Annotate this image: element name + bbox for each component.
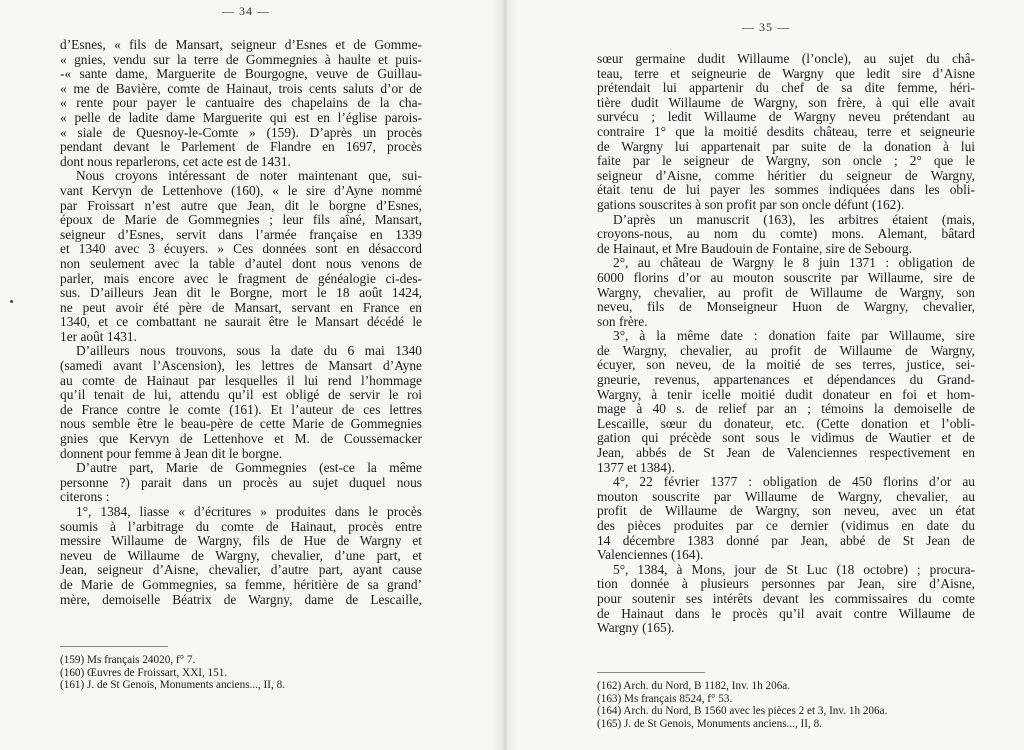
text-line: de Hainaut dans le procès qu’il avait contre Willaume de bbox=[597, 605, 975, 621]
text-line: 6000 florins d’or au mouton souscrite par Willaume, sire de bbox=[597, 269, 975, 285]
text-line: tion donnée à plusieurs personnes par Jean, sire d’Aisne, bbox=[597, 576, 975, 592]
text-line: citerons : bbox=[60, 489, 110, 505]
page-number: — 34 — bbox=[222, 4, 270, 18]
text-line: gneurie, revenus, appartenances et dépendances du Grand- bbox=[597, 372, 975, 388]
text-line: dont nous reparlerons, cet acte est de 1431. bbox=[60, 153, 291, 169]
text-line: -« sante dame, Marguerite de Bourgogne, veuve de Guillau- bbox=[60, 66, 422, 82]
text-line: profit de Willaume de Wargny, son neveu, avec un état bbox=[597, 503, 975, 519]
text-line: de Wargny, chevalier, au profit de Willaume de Wargny, bbox=[597, 342, 975, 358]
footnote: (160) Œuvres de Froissart, XXI, 151. bbox=[60, 666, 228, 679]
text-line: « gnies, vendu sur la terre de Gommegnies à haulte et puis- bbox=[60, 51, 422, 67]
footnotes bbox=[60, 654, 420, 692]
text-line: de Wargny lui appartenait par suite de la donation à lui bbox=[597, 138, 975, 154]
text-line: et 1340 avec 3 écuyers. » Ces données sont en désaccord bbox=[60, 241, 422, 257]
text-line: D’autre part, Marie de Gommegnies (est-ce la même bbox=[76, 460, 422, 476]
text-line: son frère. bbox=[597, 313, 648, 329]
text-line: 1°, 1384, liasse « d’écritures » produites dans le procès bbox=[76, 504, 422, 519]
footnote: (159) Ms français 24020, f° 7. bbox=[60, 654, 196, 666]
footnote: (164) Arch. du Nord, B 1560 avec les pièces 2 et 3, Inv. 1h 206a. bbox=[597, 705, 888, 718]
footnote: (165) J. de St Genois, Monuments anciens..., II, 8. bbox=[597, 717, 822, 730]
book-gutter bbox=[492, 0, 518, 750]
text-line: époux de Marie de Gommegnies ; leur fils aîné, Mansart, bbox=[60, 212, 422, 228]
text-line: Nous croyons intéressant de noter maintenant que, sui- bbox=[76, 168, 422, 184]
text-line: sus. D’ailleurs Jean dit le Borgne, mort le 18 août 1424, bbox=[60, 285, 422, 301]
text-line: 5°, 1384, à Mons, jour de St Luc (18 octobre) ; procura- bbox=[613, 561, 975, 577]
text-line: neveu de Willaume de Wargny, chevalier, d’une part, et bbox=[60, 547, 422, 563]
text-line: personne ?) parait dans un procès au sujet duquel nous bbox=[60, 474, 422, 490]
text-line: mère, demoiselle Béatrix de Wargny, dame de Lescaille, bbox=[60, 591, 422, 607]
text-line: écuyer, son neveu, de la moitié de ses terres, justice, sei- bbox=[597, 357, 975, 373]
text-line: « rente pour payer le cantuaire des chapelains de la cha- bbox=[60, 95, 422, 111]
text-line: gnies que Kervyn de Lettenhove et M. de Coussemacker bbox=[60, 431, 422, 447]
text-line: D’ailleurs nous trouvons, sous la date du 6 mai 1340 bbox=[76, 343, 422, 359]
text-line: gations souscrites à son profit par son oncle défunt (162). bbox=[597, 196, 905, 212]
text-line: Jean, abbés de St Jean de Valenciennes respectivement en bbox=[597, 445, 975, 461]
text-line: donnent pour femme à Jean dit le borgne. bbox=[60, 445, 283, 461]
text-line: 14 décembre 1383 donné par Jean, abbé de St Jean de bbox=[597, 532, 975, 548]
text-line: prétendait lui appartenir du chef de sa dite femme, héri- bbox=[597, 80, 975, 96]
text-line: « siale de Quesnoy-le-Comte » (159). D’après un procès bbox=[60, 124, 422, 140]
text-line: Wargny, à tenir icelle moitié dudit donateur en foi et hom- bbox=[597, 386, 975, 402]
text-line: 2°, au château de Wargny le 8 juin 1371 : obligation de bbox=[613, 255, 975, 271]
text-line: seigneur d’Esnes, servit dans l’armée française en 1339 bbox=[60, 226, 422, 242]
text-line: (samedi avant l’Ascension), les lettres de Mansart d’Ayne bbox=[60, 358, 422, 374]
footnote: (163) Ms français 8524, f° 53. bbox=[597, 692, 733, 705]
text-line: 1377 et 1384). bbox=[597, 459, 675, 475]
text-line: au comte de Hainaut par lesquelles il lui rend l’hommage bbox=[60, 372, 422, 388]
text-line: 4°, 22 février 1377 : obligation de 450 florins d’or au bbox=[613, 474, 975, 490]
text-line: Valenciennes (164). bbox=[597, 547, 704, 563]
text-line: non seulement avec la table d’autel dont nous venons de bbox=[60, 255, 422, 271]
text-line: « me de Bavière, comte de Hainaut, trois cents saluts d’or de bbox=[60, 80, 422, 96]
footnote-rule bbox=[597, 672, 705, 673]
text-line: qu’il tenait de lui, attendu qu’il est obligé de servir le roi bbox=[60, 387, 422, 403]
text-line: messire Willaume de Wargny, fils de Hue de Wargny et bbox=[60, 533, 422, 549]
text-line: survécu ; ledit Willaume de Wargny neveu prétendant au bbox=[597, 109, 975, 125]
footnote-rule bbox=[60, 646, 168, 647]
text-line: neveu, fils de Monseigneur Huon de Wargny, chevalier, bbox=[597, 299, 975, 315]
text-line: sœur germaine dudit Willaume (l’oncle), au sujet du châ- bbox=[597, 51, 975, 66]
text-line: mage à 40 s. de relief par an ; témoins la demoiselle de bbox=[597, 401, 975, 417]
text-line: mouton souscrite par Willaume de Wargny, chevalier, au bbox=[597, 488, 975, 504]
text-line: 1er août 1431. bbox=[60, 328, 137, 344]
text-line: « pelle de ladite dame Marguerite qui est en l’église parois- bbox=[60, 109, 422, 125]
text-line: de Marie de Gommegnies, sa femme, héritière de sa grand’ bbox=[60, 576, 422, 592]
text-line: Wargny, chevalier, au profit de Willaume de Wargny, son bbox=[597, 284, 975, 300]
text-line: Lescaille, sœur du donateur, etc. (Cette donation et l’obli- bbox=[597, 415, 975, 431]
text-line: contraire 1° que la moitié desdits château, terre et seigneurie bbox=[597, 123, 975, 139]
text-line: vant Kervyn de Lettenhove (160), « le sire d’Ayne nommé bbox=[60, 182, 422, 198]
text-line: était tenu de lui payer les sommes indiquées dans les obli- bbox=[597, 182, 975, 198]
text-line: nous semble être le beau-père de cette Marie de Gommegnies bbox=[60, 416, 422, 432]
text-line: teau, terre et seigneurie de Wargny que ledit sire d’Aisne bbox=[597, 65, 975, 81]
body-text bbox=[597, 52, 975, 636]
text-line: pendant devant le Parlement de Flandre en 1697, procès bbox=[60, 139, 422, 155]
footnote: (162) Arch. du Nord, B 1182, Inv. 1h 206a. bbox=[597, 680, 791, 692]
text-line: des pièces produites par ce dernier (vidimus en date du bbox=[597, 518, 975, 533]
text-line: tière dudit Willaume de Wargny, son frère, à qui elle avait bbox=[597, 94, 975, 110]
footnotes bbox=[597, 680, 987, 730]
text-line: croyons-nous, au nom du comte) mons. Alemant, bâtard bbox=[597, 226, 975, 242]
body-text bbox=[60, 38, 422, 607]
text-line: parler, mais encore avec le fragment de généalogie ci-des- bbox=[60, 270, 422, 286]
paper-speck bbox=[10, 300, 13, 303]
text-line: gation qui précède sont sous le vidimus de Wautier et de bbox=[597, 430, 975, 446]
right-page bbox=[505, 0, 1024, 750]
text-line: D’après un manuscrit (163), les arbitres étaient (mais, bbox=[613, 211, 975, 227]
left-page bbox=[0, 0, 505, 750]
text-line: 1340, et ce combattant ne saurait être le Mansart décédé le bbox=[60, 314, 422, 330]
text-line: ne peut avoir été père de Mansart, servant en France en bbox=[60, 299, 422, 315]
text-line: soumis à l’arbitrage du comte de Hainaut, procès entre bbox=[60, 518, 422, 534]
text-line: faite par le seigneur de Wargny, son oncle ; 2° que le bbox=[597, 153, 975, 169]
text-line: seigneur d’Aisne, comme héritier du seigneur de Wargny, bbox=[597, 167, 975, 183]
text-line: Jean, seigneur d’Aisne, chevalier, d’autre part, ayant cause bbox=[60, 562, 422, 578]
text-line: d’Esnes, « fils de Mansart, seigneur d’Esnes et de Gomme- bbox=[60, 37, 422, 52]
footnote: (161) J. de St Genois, Monuments anciens..., II, 8. bbox=[60, 679, 285, 692]
text-line: de France contre le comte (161). Et l’auteur de ces lettres bbox=[60, 401, 422, 417]
text-line: de Hainaut, et Mre Baudouin de Fontaine, sire de Sebourg. bbox=[597, 240, 913, 256]
text-line: Wargny (165). bbox=[597, 620, 675, 636]
text-line: par Froissart n’est autre que Jean, dit le borgne d’Esnes, bbox=[60, 197, 422, 213]
text-line: pour soutenir ses intérêts devant les commissaires du comte bbox=[597, 590, 975, 606]
text-line: 3°, à la même date : donation faite par Willaume, sire bbox=[613, 328, 975, 344]
page-number: — 35 — bbox=[742, 20, 790, 34]
